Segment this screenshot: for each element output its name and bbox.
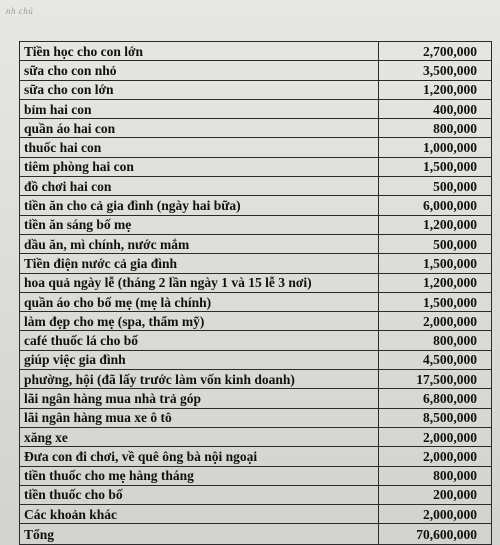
expense-item: đồ chơi hai con — [20, 177, 379, 196]
expense-amount: 6,000,000 — [379, 196, 492, 215]
expense-item: phường, hội (đã lấy trước làm vốn kinh doanh) — [20, 370, 379, 389]
expense-row — [20, 61, 492, 80]
expense-amount: 8,500,000 — [379, 408, 492, 427]
expense-amount: 17,500,000 — [379, 370, 492, 389]
expense-row — [20, 42, 492, 61]
expense-row — [20, 370, 492, 389]
expense-amount: 1,200,000 — [379, 273, 492, 292]
expense-row — [20, 138, 492, 157]
expense-row — [20, 177, 492, 196]
expense-item: quần áo cho bố mẹ (mẹ là chính) — [20, 292, 379, 311]
expense-row — [20, 466, 492, 485]
expense-row — [20, 292, 492, 311]
total-label: Tổng — [20, 524, 379, 545]
expense-row — [20, 157, 492, 176]
expense-item: Đưa con đi chơi, về quê ông bà nội ngoại — [20, 447, 379, 466]
total-amount: 70,600,000 — [379, 524, 492, 545]
expense-item: café thuốc lá cho bố — [20, 331, 379, 350]
expense-row — [20, 119, 492, 138]
expense-row — [20, 408, 492, 427]
expense-table-body — [20, 42, 492, 524]
expense-amount: 1,500,000 — [379, 254, 492, 273]
expense-row — [20, 447, 492, 466]
expense-row — [20, 505, 492, 524]
expense-amount: 200,000 — [379, 485, 492, 504]
expense-item: sữa cho con lớn — [20, 80, 379, 99]
expense-table — [19, 41, 492, 545]
expense-amount: 6,800,000 — [379, 389, 492, 408]
expense-amount: 800,000 — [379, 331, 492, 350]
expense-item: sữa cho con nhỏ — [20, 61, 379, 80]
expense-amount: 2,000,000 — [379, 447, 492, 466]
expense-row — [20, 331, 492, 350]
expense-row — [20, 485, 492, 504]
expense-item: Tiền điện nước cả gia đình — [20, 254, 379, 273]
expense-amount: 4,500,000 — [379, 350, 492, 369]
expense-item: quần áo hai con — [20, 119, 379, 138]
expense-row — [20, 80, 492, 99]
expense-amount: 2,000,000 — [379, 427, 492, 446]
expense-amount: 800,000 — [379, 466, 492, 485]
expense-amount: 1,500,000 — [379, 157, 492, 176]
expense-item: dầu ăn, mì chính, nước mắm — [20, 234, 379, 253]
expense-item: Tiền học cho con lớn — [20, 42, 379, 61]
expense-row — [20, 389, 492, 408]
expense-item: xăng xe — [20, 427, 379, 446]
expense-amount: 1,200,000 — [379, 215, 492, 234]
expense-amount: 1,500,000 — [379, 292, 492, 311]
expense-row — [20, 312, 492, 331]
expense-amount: 2,700,000 — [379, 42, 492, 61]
expense-row — [20, 427, 492, 446]
expense-amount: 2,000,000 — [379, 505, 492, 524]
expense-row — [20, 234, 492, 253]
expense-amount: 2,000,000 — [379, 312, 492, 331]
corner-text: nh chủ — [6, 6, 34, 16]
expense-amount: 500,000 — [379, 234, 492, 253]
expense-amount: 1,000,000 — [379, 138, 492, 157]
total-row — [20, 524, 492, 545]
expense-item: lãi ngân hàng mua nhà trả góp — [20, 389, 379, 408]
expense-item: hoa quả ngày lễ (tháng 2 lần ngày 1 và 15 lễ 3 nơi) — [20, 273, 379, 292]
expense-item: tiền thuốc cho mẹ hàng tháng — [20, 466, 379, 485]
expense-item: tiêm phòng hai con — [20, 157, 379, 176]
expense-row — [20, 273, 492, 292]
expense-row — [20, 350, 492, 369]
expense-item: tiền ăn cho cả gia đình (ngày hai bữa) — [20, 196, 379, 215]
expense-item: giúp việc gia đình — [20, 350, 379, 369]
expense-item: thuốc hai con — [20, 138, 379, 157]
expense-row — [20, 196, 492, 215]
expense-row — [20, 99, 492, 118]
expense-amount: 800,000 — [379, 119, 492, 138]
expense-item: tiền ăn sáng bố mẹ — [20, 215, 379, 234]
expense-amount: 400,000 — [379, 99, 492, 118]
expense-item: làm đẹp cho mẹ (spa, thẩm mỹ) — [20, 312, 379, 331]
expense-item: lãi ngân hàng mua xe ô tô — [20, 408, 379, 427]
expense-amount: 3,500,000 — [379, 61, 492, 80]
expense-row — [20, 254, 492, 273]
expense-amount: 1,200,000 — [379, 80, 492, 99]
expense-item: bỉm hai con — [20, 99, 379, 118]
expense-row — [20, 215, 492, 234]
expense-item: Các khoản khác — [20, 505, 379, 524]
expense-item: tiền thuốc cho bố — [20, 485, 379, 504]
expense-amount: 500,000 — [379, 177, 492, 196]
